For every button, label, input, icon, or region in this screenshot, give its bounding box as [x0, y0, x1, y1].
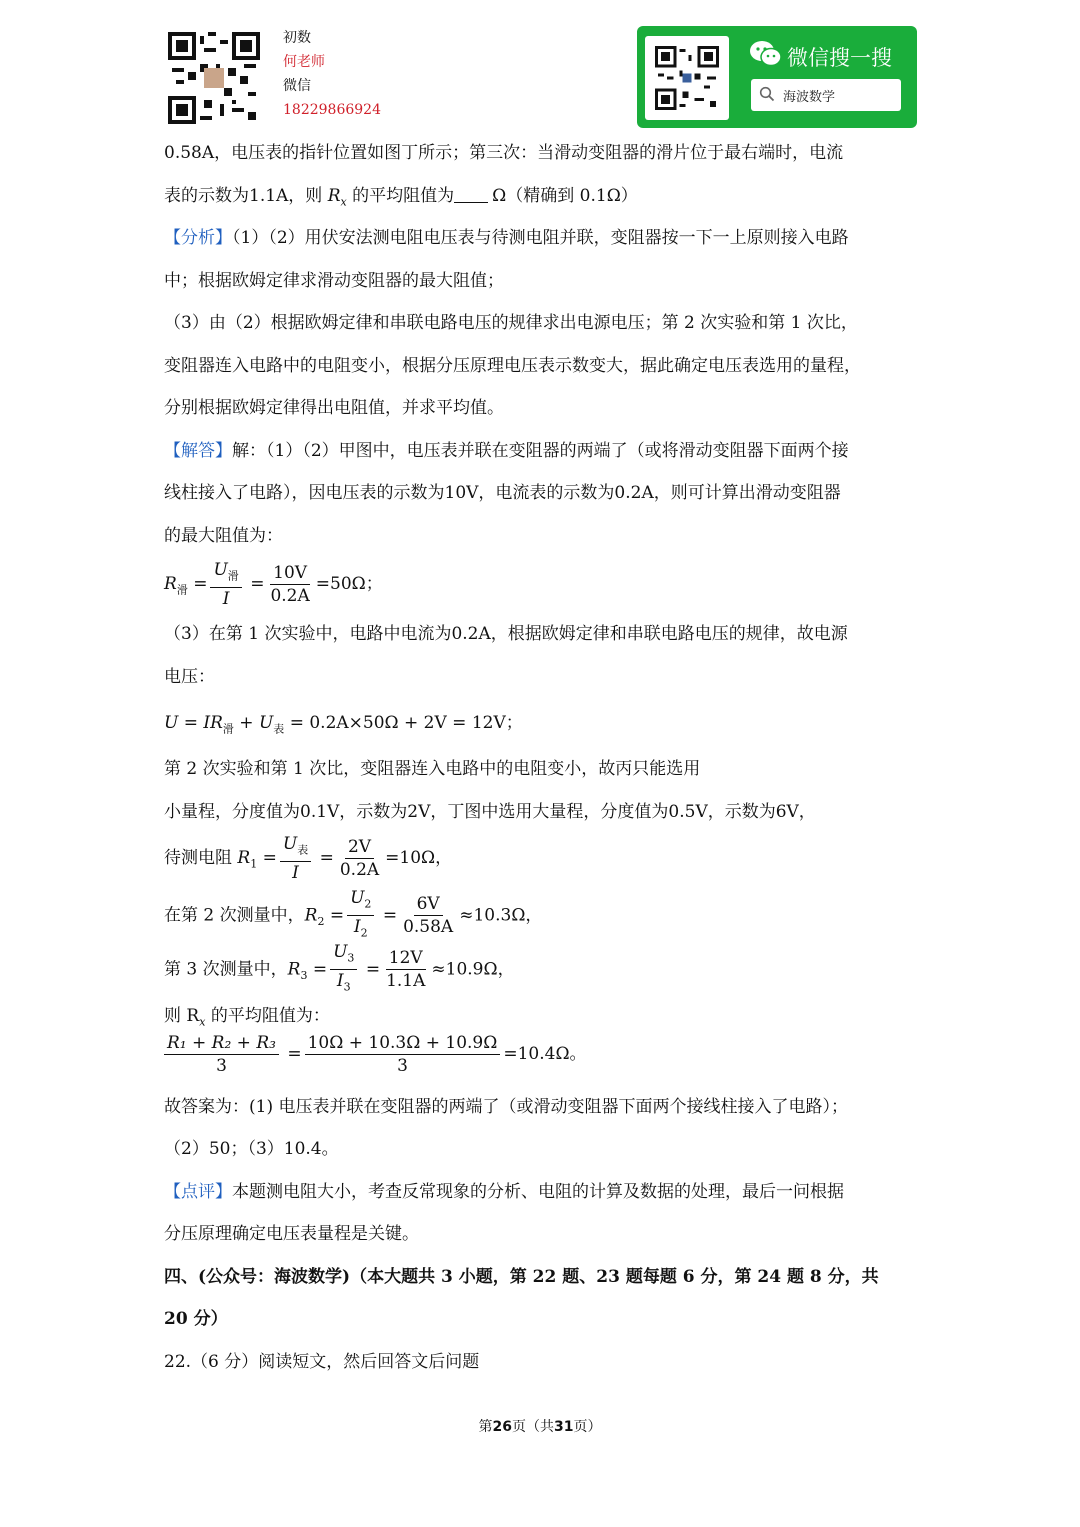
- text-line: [164, 260, 920, 303]
- text-line: [164, 1086, 920, 1129]
- contact-line: 初数: [283, 30, 311, 46]
- eq-num: 12V: [386, 947, 426, 970]
- text-line: [164, 748, 920, 791]
- text-line: [164, 656, 920, 699]
- text-line: [164, 175, 920, 218]
- symbol: R: [327, 185, 341, 206]
- eq-symbol: R: [304, 905, 318, 926]
- eq-fraction: [210, 559, 241, 610]
- eq-sub: 3: [347, 951, 355, 965]
- eq-sub: 2: [360, 926, 368, 940]
- eq-symbol: R: [164, 574, 177, 595]
- eq-part: + U: [233, 713, 274, 733]
- text-line: [164, 430, 920, 473]
- symbol-sub: x: [340, 194, 347, 208]
- eq-fraction: [267, 562, 312, 607]
- eq-den: I: [353, 917, 361, 938]
- eq-sub: 滑: [176, 583, 188, 597]
- eq-result: ≈10.3Ω，: [459, 905, 543, 926]
- eq-symbol: R: [237, 848, 251, 869]
- eq-den: 0.2A: [339, 860, 380, 881]
- text-line: [164, 302, 920, 345]
- line-text: 故答案为：(1) 电压表并联在变阻器的两端了（或滑动变阻器下面两个接线柱接入了电路）；: [164, 1096, 848, 1117]
- section-heading: [164, 1298, 920, 1341]
- line-text: 分压原理确定电压表量程是关键。: [164, 1224, 419, 1244]
- wechat-search-text: 海波数学: [783, 90, 836, 105]
- text-line: [164, 791, 920, 834]
- eq-den: 0.58A: [403, 917, 454, 938]
- eq-result: =50Ω；: [315, 574, 383, 595]
- eq-fraction: [400, 893, 456, 938]
- line-text: （3）由（2）根据欧姆定律和串联电路电压的规律求出电源电压；第 2 次实验和第 1 次比，: [164, 313, 858, 333]
- line-text: 的平均阻值为：: [205, 1006, 330, 1026]
- eq-den: I: [336, 971, 344, 992]
- line-text: 22.（6 分）阅读短文，然后回答文后问题: [164, 1351, 480, 1372]
- text-line: [164, 217, 920, 260]
- eq-sub: 1: [250, 857, 258, 871]
- line-text: 第 3 次测量中，: [164, 959, 288, 980]
- contact-info: [283, 26, 381, 122]
- eq-num: U: [213, 560, 228, 580]
- line-text: 待测电阻: [164, 848, 238, 869]
- eq-num: 10V: [270, 562, 310, 585]
- equation-r2: 在第 2 次测量中，$R_2$ = $\frac{U_2}{I_2}$ = $\frac{6V}{0.58A}$ ≈10.3Ω，: [164, 887, 920, 941]
- document-body: [164, 132, 920, 1383]
- line-text: （1）（2）用伏安法测电阻电压表与待测电阻并联，变阻器按一下一上原则接入电路: [232, 228, 849, 248]
- line-text: （2）50；（3）10.4。: [164, 1139, 339, 1159]
- eq-sub: 滑: [227, 569, 239, 583]
- eq-num: R₁ + R₂ + R₃: [164, 1032, 279, 1055]
- eq-fraction: [305, 1032, 501, 1077]
- eq-symbol: R: [287, 959, 301, 980]
- footer-text: 页）: [573, 1419, 602, 1435]
- eq-den: 3: [216, 1055, 227, 1076]
- eq-num: U: [282, 834, 298, 854]
- line-text: Ω（精确到 0.1Ω）: [492, 185, 638, 206]
- contact-name: 何老师: [283, 54, 325, 70]
- comment-tag: 【点评】: [164, 1181, 232, 1202]
- line-text: 中；根据欧姆定律求滑动变阻器的最大阻值；: [164, 270, 504, 291]
- line-text: 分别根据欧姆定律得出电阻值，并求平均值。: [164, 398, 504, 418]
- footer-text: 页（共: [512, 1419, 554, 1435]
- equation-r1: 待测电阻 $R_1$ = $\frac{U_表}{I}$ = $\frac{2V}{0.2A}$ =10Ω，: [164, 834, 453, 884]
- symbol-sub: x: [199, 1015, 206, 1029]
- page-header: [0, 0, 1080, 135]
- text-line: [164, 132, 920, 175]
- line-text: 线柱接入了电路），因电压表的示数为10V，电流表的示数为0.2A，则可计算出滑动变阻器: [164, 483, 841, 503]
- line-text: 表的示数为1.1A，则: [164, 185, 328, 206]
- eq-fraction: [164, 1032, 279, 1077]
- eq-fraction: [347, 887, 374, 945]
- line-text: 第 2 次实验和第 1 次比，变阻器连入电路中的电阻变小，故丙只能选用: [164, 759, 701, 779]
- eq-fraction: [280, 833, 311, 884]
- eq-sub: 3: [300, 968, 308, 982]
- wechat-search-card[interactable]: [637, 26, 917, 128]
- wechat-title: 微信搜一搜: [787, 46, 892, 70]
- eq-den: 3: [397, 1055, 408, 1076]
- answer-blank: [454, 182, 488, 203]
- line-text: 的平均阻值为: [346, 185, 455, 206]
- text-line: [164, 1213, 920, 1256]
- text-line: [164, 472, 920, 515]
- page-number: 26: [492, 1419, 512, 1435]
- line-text: 在第 2 次测量中，: [164, 905, 305, 926]
- text-line: [164, 613, 920, 656]
- eq-sub: 3: [343, 980, 351, 994]
- eq-den: I: [222, 589, 230, 610]
- solution-tag: 【解答】: [164, 440, 232, 461]
- line-text: 本题测电阻大小，考查反常现象的分析、电阻的计算及数据的处理，最后一问根据: [232, 1181, 844, 1202]
- eq-fraction: [383, 947, 428, 992]
- qr-code-icon: [655, 46, 719, 110]
- line-text: 解：（1）（2）甲图中，电压表并联在变阻器的两端了（或将滑动变阻器下面两个接: [232, 440, 849, 461]
- search-icon: [759, 86, 775, 102]
- eq-num: 2V: [345, 836, 374, 859]
- eq-part: U = IR: [164, 713, 223, 733]
- eq-sub: 2: [364, 897, 372, 911]
- wechat-logo-icon: [749, 39, 783, 69]
- eq-result: ≈10.9Ω，: [431, 959, 515, 980]
- contact-phone: 18229866924: [283, 102, 381, 118]
- qr-code-icon: [168, 32, 260, 124]
- line-text: 0.58A，电压表的指针位置如图丁所示；第三次：当滑动变阻器的滑片位于最右端时，电流: [164, 143, 844, 163]
- page-total: 31: [554, 1419, 574, 1435]
- text-line: [164, 387, 920, 430]
- equation-r3: 第 3 次测量中，$R_3$ = $\frac{U_3}{I_3}$ = $\frac{12V}{1.1A}$ ≈10.9Ω，: [164, 941, 920, 995]
- eq-result: =10Ω，: [385, 848, 453, 869]
- eq-den: 0.2A: [270, 586, 310, 607]
- line-text: 电压：: [164, 666, 215, 687]
- line-text: 小量程，分度值为0.1V，示数为2V，丁图中选用大量程，分度值为0.5V，示数为6V，: [164, 801, 816, 822]
- eq-fraction: [337, 836, 382, 881]
- question-title: [164, 1341, 920, 1384]
- eq-fraction: [330, 941, 357, 999]
- eq-num: U: [333, 942, 348, 962]
- eq-sub: 表: [273, 722, 285, 736]
- eq-num: 10Ω + 10.3Ω + 10.9Ω: [305, 1032, 501, 1055]
- eq-num: 6V: [414, 893, 443, 916]
- wechat-qr-box: [645, 36, 729, 120]
- footer-text: 第: [478, 1419, 493, 1435]
- text-line: [164, 1128, 920, 1171]
- line-text: 变阻器连入电路中的电阻变小，根据分压原理电压表示数变大，据此确定电压表选用的量程，: [164, 355, 861, 376]
- contact-line: 微信: [283, 78, 311, 94]
- equation-u: [164, 698, 920, 748]
- text-line: [164, 515, 920, 558]
- eq-num: U: [350, 888, 365, 908]
- eq-part: = 0.2A×50Ω + 2V = 12V；: [284, 713, 523, 733]
- equation-average: $\frac{\text{R₁ + R₂ + R₃}}{3}$ = $\frac{10\Omega + 10.3\Omega + 10.9\Omega}{3}$ =10.4Ω。: [164, 1032, 920, 1086]
- eq-sub: 2: [317, 914, 325, 928]
- line-text: 20 分）: [164, 1309, 228, 1329]
- line-text: 的最大阻值为：: [164, 525, 283, 546]
- line-text: 四、(公众号：海波数学)（本大题共 3 小题，第 22 题、23 题每题 6 分，第 24 题 8 分，共: [164, 1266, 879, 1287]
- section-heading: [164, 1256, 920, 1299]
- analysis-tag: 【分析】: [164, 228, 232, 248]
- eq-sub: 表: [297, 843, 309, 857]
- eq-den: 1.1A: [386, 971, 426, 992]
- line-text: （3）在第 1 次实验中，电路中电流为0.2A，根据欧姆定律和串联电路电压的规律，故电源: [164, 624, 848, 644]
- equation-r-max: $R_滑$ = $\frac{U_滑}{I}$ = $\frac{10V}{0.2A}$ =50Ω；: [164, 560, 383, 610]
- wechat-search-box[interactable]: [751, 79, 901, 111]
- line-text: 则 R: [164, 1006, 200, 1026]
- page-footer: [0, 1416, 1080, 1436]
- text-line: [164, 345, 920, 388]
- eq-sub: 滑: [222, 722, 234, 736]
- eq-den: I: [292, 863, 299, 884]
- eq-result: =10.4Ω。: [503, 1043, 587, 1064]
- text-line: [164, 1171, 920, 1214]
